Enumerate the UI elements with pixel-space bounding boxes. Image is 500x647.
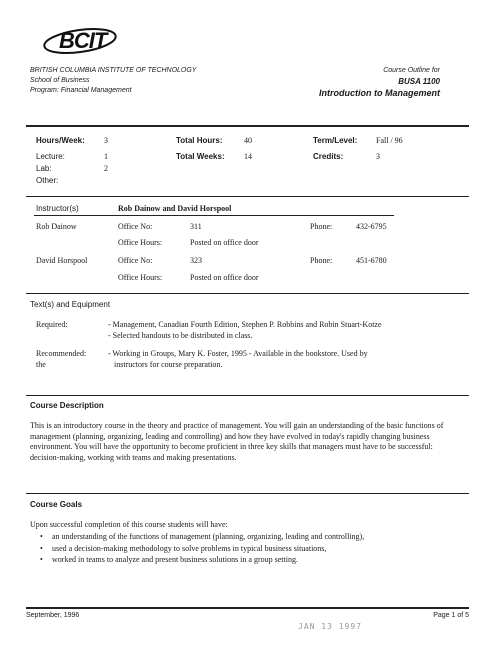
phone-label: Phone:	[310, 222, 333, 231]
course-title: Introduction to Management	[319, 88, 440, 98]
instructor-name: Rob Dainow	[36, 222, 77, 231]
instructors-heading-rule	[34, 215, 394, 216]
office-hours-value: Posted on office door	[190, 273, 259, 282]
summary-rule	[26, 196, 469, 197]
required-item: - Management, Canadian Fourth Edition, Stephen P. Robbins and Robin Stuart-Kotze	[108, 320, 382, 329]
total-hours-label: Total Hours:	[176, 136, 223, 145]
term-value: Fall / 96	[376, 136, 403, 145]
received-stamp: JAN 13 1997	[298, 622, 362, 631]
lecture-value: 1	[104, 152, 108, 161]
description-heading: Course Description	[30, 401, 104, 410]
goals-list	[38, 531, 468, 566]
goal-item: • an understanding of the functions of management (planning, organizing, leading and controlling),	[38, 531, 468, 543]
other-label: Other:	[36, 176, 59, 185]
texts-rule	[26, 395, 469, 396]
goals-heading: Course Goals	[30, 500, 83, 509]
school-name: School of Business	[30, 77, 90, 84]
institution-name: BRITISH COLUMBIA INSTITUTE OF TECHNOLOGY	[30, 67, 197, 74]
course-code: BUSA 1100	[398, 77, 440, 86]
footer-rule	[26, 607, 469, 609]
texts-heading: Text(s) and Equipment	[30, 300, 111, 309]
description-rule	[26, 493, 469, 494]
credits-value: 3	[376, 152, 380, 161]
instructor-name: David Horspool	[36, 256, 88, 265]
lab-label: Lab:	[36, 164, 52, 173]
hours-week-value: 3	[104, 136, 108, 145]
page-number: Page 1 of 5	[433, 612, 469, 619]
recommended-item-cont: instructors for course preparation.	[114, 360, 223, 369]
instructors-heading: Instructor(s)	[36, 204, 79, 213]
total-weeks-label: Total Weeks:	[176, 152, 225, 161]
phone-number: 432-6795	[356, 222, 387, 231]
term-label: Term/Level:	[313, 136, 358, 145]
bcit-logo	[40, 26, 120, 56]
office-hours-label: Office Hours:	[118, 273, 163, 282]
credits-label: Credits:	[313, 152, 344, 161]
instructors-names: Rob Dainow and David Horspool	[118, 204, 232, 213]
goals-intro: Upon successful completion of this course students will have:	[30, 520, 228, 529]
required-item: - Selected handouts to be distributed in class.	[108, 331, 253, 340]
phone-number: 451-6780	[356, 256, 387, 265]
office-number: 323	[190, 256, 202, 265]
lab-value: 2	[104, 164, 108, 173]
hours-week-label: Hours/Week:	[36, 136, 85, 145]
header-rule	[26, 125, 469, 127]
goal-item: • used a decision-making methodology to solve problems in typical business situations,	[38, 543, 468, 555]
office-hours-label: Office Hours:	[118, 238, 163, 247]
office-label: Office No:	[118, 222, 153, 231]
office-number: 311	[190, 222, 202, 231]
recommended-item: - Working in Groups, Mary K. Foster, 1995 - Available in the bookstore. Used by	[108, 349, 368, 358]
logo-text: BCIT	[59, 28, 107, 53]
description-body: This is an introductory course in the theory and practice of management. You will gain an understanding of the basic functions of management (planning, organizing, leading and controlling) and how they have evolved in today's rapidly changing business environment. You will have the opportunity to become proficient in three key skills that managers must have to be successful: decision-making, working with teams and making presentations.	[30, 421, 444, 462]
office-label: Office No:	[118, 256, 153, 265]
recommended-label: Recommended:	[36, 349, 87, 358]
phone-label: Phone:	[310, 256, 333, 265]
footer-date: September, 1996	[26, 612, 80, 619]
required-label: Required:	[36, 320, 68, 329]
recommended-label-cont: the	[36, 360, 46, 369]
lecture-label: Lecture:	[36, 152, 65, 161]
total-hours-value: 40	[244, 136, 252, 145]
total-weeks-value: 14	[244, 152, 252, 161]
goal-item: • worked in teams to analyze and present business solutions in a group setting.	[38, 554, 468, 566]
program-name: Program: Financial Management	[30, 87, 132, 94]
doc-type: Course Outline for	[383, 67, 440, 74]
instructors-rule	[26, 293, 469, 294]
office-hours-value: Posted on office door	[190, 238, 259, 247]
